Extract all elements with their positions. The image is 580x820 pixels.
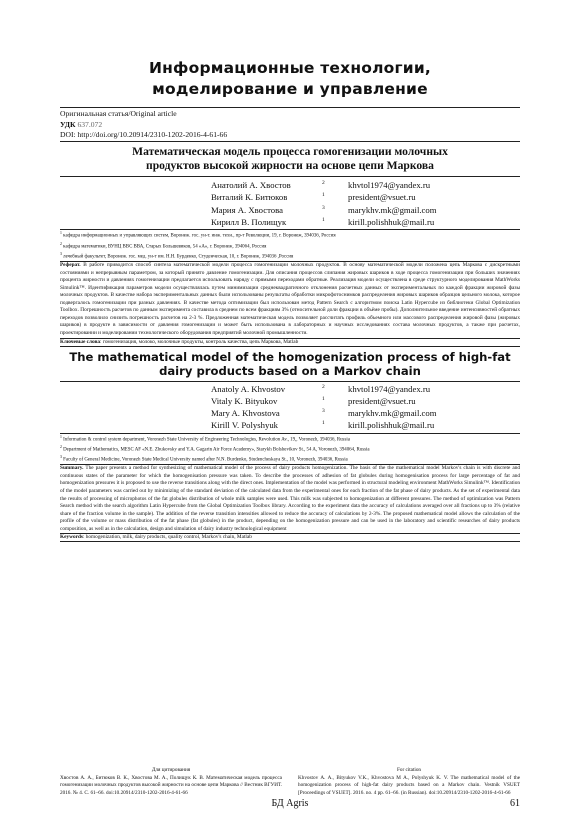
affiliation-text: лечебный факультет, Воронеж. гос. мед. ун-т им. Н.Н. Бурденко, Студенческая, 10, г. Воронеж, 394036 ,Россия <box>63 254 294 260</box>
author-email[interactable]: marykhv.mk@gmail.com <box>348 408 437 419</box>
affiliation-mark: 3 <box>60 455 62 460</box>
author-email[interactable]: marykhv.mk@gmail.com <box>348 204 437 215</box>
udc-value: 637.072 <box>77 119 103 129</box>
author-affiliation-mark: 2 <box>322 383 325 390</box>
affiliation-mark: 1 <box>60 434 62 439</box>
affiliation-item <box>60 241 520 251</box>
ru-title-line2: продуктов высокой жирности на основе цепи Маркова <box>146 158 434 172</box>
footer-database: БД Agris <box>271 798 309 809</box>
affiliation-text: Faculty of General Medicine, Voronezh State Medical University named after N.N. Burdenko, Studencheskaya St., 10, Voronezh, 394036, Russia <box>63 457 348 463</box>
ru-article-title <box>60 142 520 176</box>
author-affiliation-mark: 3 <box>322 408 325 415</box>
author-affiliation-mark: 3 <box>322 204 325 211</box>
ru-title-line1: Математическая модель процесса гомогенизации молочных <box>132 144 448 158</box>
affiliation-item <box>60 454 520 464</box>
en-title-line1: The mathematical model of the homogenization process of high-fat <box>69 349 511 364</box>
affiliation-text: кафедра математики, ВУНЦ ВВС ВВА, Старых Большевиков, 54 «А», г. Воронеж, 394064, Россия <box>63 244 267 250</box>
author-name: Анатолий А. Хвостов <box>211 180 291 191</box>
author-name: Кирилл В. Полищук <box>211 217 287 228</box>
citation-block <box>60 767 520 797</box>
en-keywords-bottom-divider <box>60 541 520 542</box>
udc-label: УДК <box>60 119 76 129</box>
en-keywords-text: : homogenization, milk, dairy products, quality control, Markov's chain, Matlab <box>82 534 252 541</box>
author-row <box>211 407 520 419</box>
author-row <box>211 216 520 228</box>
author-email[interactable]: president@vsuet.ru <box>348 192 416 203</box>
ru-keywords <box>60 339 520 346</box>
ru-keywords-text: : гомогенизация, молоко, молочные продукты, контроль качества, цепь Маркова, Matlab <box>100 338 299 345</box>
ru-keywords-label: Ключевые слова <box>60 338 101 345</box>
affiliation-mark: 2 <box>60 241 62 246</box>
author-name: Kirill V. Polyshyuk <box>211 420 279 431</box>
ru-abstract <box>60 262 520 337</box>
journal-section-title <box>60 58 520 100</box>
citation-ru <box>60 767 282 797</box>
affiliation-mark: 1 <box>60 231 62 236</box>
author-name: Anatoly A. Khvostov <box>211 383 286 394</box>
udc <box>60 120 520 131</box>
author-name: Vitaly K. Bityukov <box>211 395 278 406</box>
author-affiliation-mark: 1 <box>322 192 325 199</box>
author-email[interactable]: khvtol1974@yandex.ru <box>348 383 431 394</box>
author-name: Мария А. Хвостова <box>211 204 283 215</box>
citation-ru-heading: Для цитирования <box>151 767 191 773</box>
en-article-title <box>60 347 520 381</box>
en-keywords-label: Keywords <box>60 534 83 541</box>
author-row <box>211 383 520 395</box>
page-number: 61 <box>510 798 520 809</box>
en-author-list <box>211 382 520 432</box>
en-keywords <box>60 534 520 541</box>
en-abstract-label: Summary. <box>60 465 84 472</box>
en-title-line2: dairy products based on a Markov chain <box>159 364 421 378</box>
citation-en-text: Khvostov A. A., Bityukov V.K., Khvostova M A., Polyshyuk K. V. The mathematical model of the homogenization process of high-fat dairy products based on a Markov chain. Vestnik VSUET [Proceedings of VSUET]. 2016. no. 4 pp. 61–66. (in Russian). doi:10.20914/2310-1202-2016-4-61-66 <box>298 774 520 796</box>
affiliation-item <box>60 230 520 240</box>
affiliation-mark: 3 <box>60 251 62 256</box>
author-row <box>211 179 520 191</box>
en-affiliations <box>60 434 520 465</box>
author-row <box>211 395 520 407</box>
journal-title-line2: моделирование и управление <box>152 80 428 98</box>
doi[interactable]: DOI: http://doi.org/10.20914/2310-1202-2016-4-61-66 <box>60 130 228 140</box>
citation-en-heading: For citation <box>396 767 422 773</box>
author-affiliation-mark: 1 <box>322 420 325 427</box>
citation-en <box>298 767 520 797</box>
author-row <box>211 191 520 203</box>
author-email[interactable]: kirill.polishhuk@mail.ru <box>348 420 435 431</box>
en-abstract-text: The paper presents a method for synthesizing of mathematical model of the process of dairy products homogenization. The basis of the the mathematical model Markov's chain is with discrete and continuous states of the parameter for which the homogenisation pressure was taken. To describe the processes of adhesion of fat globules during homogenisation process for large percentage of fat and homogenization pressures it is proposed to use the reverse transitions along with the direct ones. Implementation of the model was performed in structural modeling environment MathWorks Simulink™. Identification of the model parameters was carried out by minimizing of the standard deviation of the calculated data from the experimental ones for each fraction of the fat phase of dairy products. As the set of experimental data the results of processing of microphotos of the fat globules distribution of whole milk samples were used. This milk was subjected to homogenization at different pressures. The method of optimization was Pattern Search method with the search algorithm Latin Hypercube from the Global Optimization Toolbox library. According to the experiment data the accuracy of calculations averaged over all fractions up to 3% (relative share of the fraction volume in the sample). The addition of the reverse transition intensities allowed to reduce the accuracy of calculations by 2-3%. The proposed mathematical model allows the calculation of the profile of the volume or mass distribution of the fat phase (fat globules) in the product, depending on the homogenization pressure and can be used in the laboratory and scientific researches of dairy products composition, as well as in the calculation, design and simulation of dairy industry technological equipment <box>60 465 520 532</box>
affiliation-text: Department of Mathematics, MESC AF «N.E. Zhukovsky and Y.A. Gagarin Air Force Academy», Starykh Bolshevikov St., 54 A, Voronezh, 394064, Russia <box>63 447 370 453</box>
affiliation-text: Information & control system department, Voronezh State University of Engineering Technologies, Revolution Av., 19,, Voronezh, 394036, Russia <box>63 437 350 443</box>
author-email[interactable]: president@vsuet.ru <box>348 395 416 406</box>
ru-author-list <box>211 177 520 228</box>
citation-ru-text: Хвостов А. А., Битюков В. К., Хвостова М. А., Полищук К. В. Математическая модель процесса гомогенизации молочных продуктов высокой жирности на основе цепи Маркова // Вестник ВГУИТ. 2016. № 4. С. 61–66. doi:10.20914/2310-1202-2016-4-61-66 <box>60 774 282 796</box>
affiliation-mark: 2 <box>60 444 62 449</box>
ru-abstract-label: Реферат. <box>60 262 81 269</box>
affiliation-item <box>60 251 520 261</box>
author-name: Виталий К. Битюков <box>211 192 288 203</box>
author-affiliation-mark: 1 <box>322 217 325 224</box>
journal-title-line1: Информационные технологии, <box>148 59 432 77</box>
author-affiliation-mark: 1 <box>322 395 325 402</box>
article-type: Оригинальная статья/Original article <box>60 109 177 118</box>
author-row <box>211 204 520 216</box>
affiliation-item <box>60 434 520 444</box>
ru-affiliations <box>60 230 520 261</box>
author-name: Mary A. Khvostova <box>211 408 280 419</box>
article-meta <box>60 108 520 141</box>
ru-abstract-text: В работе приводится способ синтеза математической модели процесса гомогенизации молочных продуктов. В основу математической модели положена цепь Маркова с дискретными состояниями и непрерывным параметром, за который принято давление гомогенизации. Для описания процессов слипания жировых шариков в ходе процесса гомогенизации при больших значениях процента жирности и давлениях гомогенизации предлагается использовать наряду с прямыми переходами обратные. Реализация модели осуществлена в среде структурного моделирования MathWorks Simulink™. Идентификация параметров модели осуществлялась путем минимизации среднеквадратичного отклонения расчетных данных от экспериментальных по каждой фракции жировой фазы молочных продуктов. В качестве набора экспериментальных данных были использованы результаты обработки микрофотоснимков распределения жировых шариков образцов цельного молока, которое подвергалось гомогенизации при разных давлениях. В качестве метода оптимизации был использован метод Pattern Search с алгоритмом поиска Latin Hypercube из библиотеки Global Optimization Toolbox. Погрешность расчетов по данным эксперимента составила в среднем по всем фракциям 3% (относительной доли фракции в объёме пробы). Дополнительное введение интенсивностей обратных переходов позволило снизить погрешность расчетов на 2-3 %. Предложенная математическая модель позволяет рассчитать профиль объемного или массового распределения жировой фазы (жировых шариков) в продукте в зависимости от давления гомогенизации и может быть использована в лабораторных и научных исследованиях состава молочных продуктов, а также при расчетах, проектировании и моделировании технологического оборудования предприятий молочной промышленности. <box>60 262 520 336</box>
en-abstract <box>60 465 520 533</box>
author-email[interactable]: khvtol1974@yandex.ru <box>348 180 431 191</box>
author-email[interactable]: kirill.polishhuk@mail.ru <box>348 217 435 228</box>
article-page <box>60 58 520 542</box>
author-affiliation-mark: 2 <box>322 180 325 187</box>
author-row <box>211 419 520 431</box>
affiliation-text: кафедра информационных и управляющих систем, Воронеж. гос. ун-т. инж. техн., пр-т Революции, 19, г. Воронеж, 394036, Россия <box>63 234 336 239</box>
affiliation-item <box>60 444 520 454</box>
